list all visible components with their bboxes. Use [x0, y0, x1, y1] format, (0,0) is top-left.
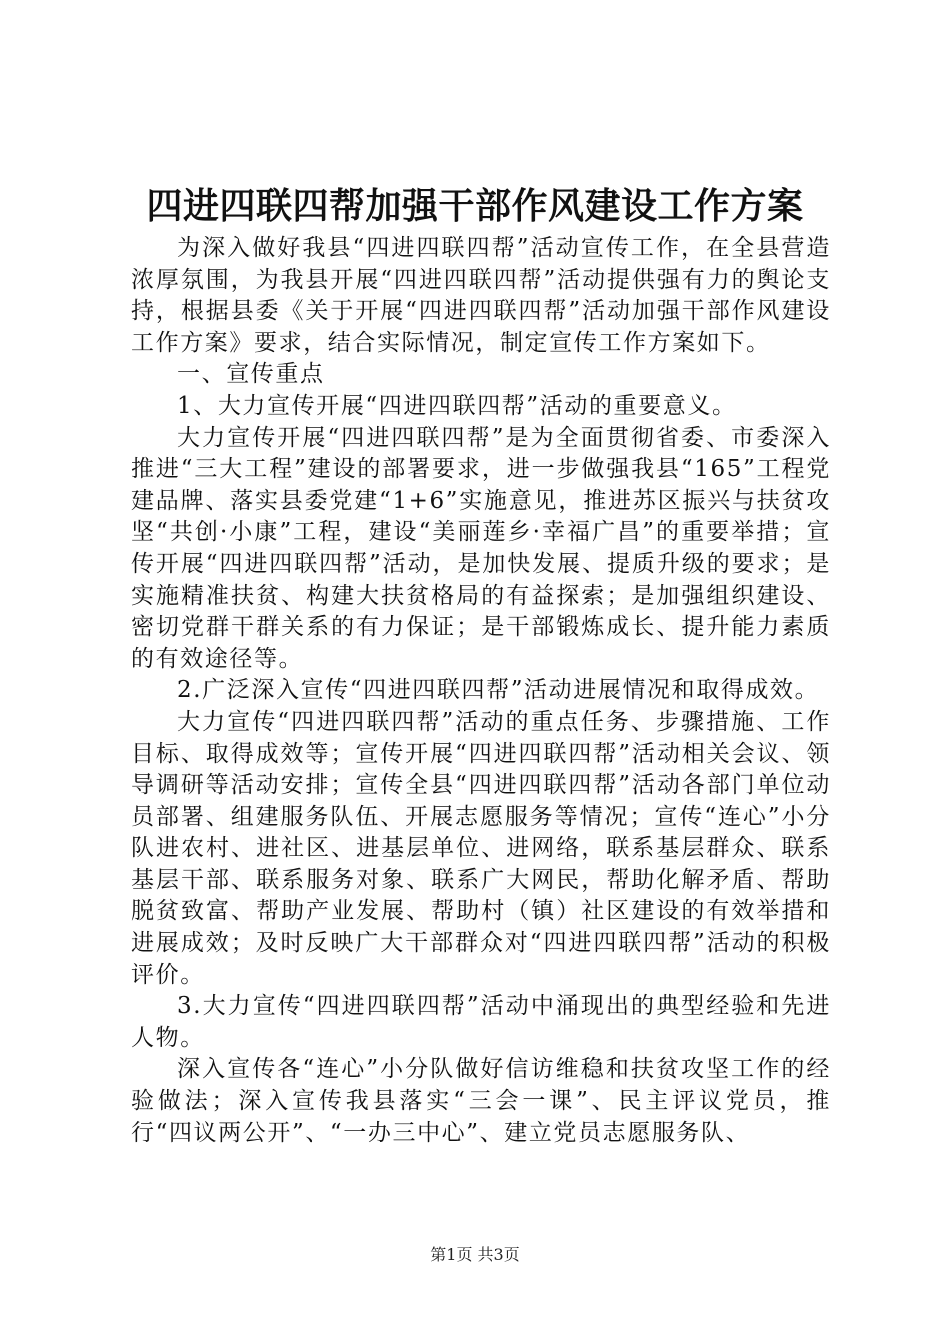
body-paragraph-1: 大力宣传开展“四进四联四帮”是为全面贯彻省委、市委深入推进“三大工程”建设的部署要求，进一步做强我县“165”工程党建品牌、落实县委党建“1+6”实施意见，推进苏区振兴与扶贫攻坚“共创·小康”工程，建设“美丽莲乡·幸福广昌”的重要举措；宣传开展“四进四联四帮”活动，是加快发展、提质升级的要求；是实施精准扶贫、构建大扶贫格局的有益探索；是加强组织建设、密切党群干群关系的有力保证；是干部锻炼成长、提升能力素质的有效途径等。 — [131, 424, 831, 672]
page-footer: 第1页 共3页 — [430, 1245, 520, 1264]
document-body — [131, 233, 831, 1149]
subheading-2: 2.广泛深入宣传“四进四联四帮”活动进展情况和取得成效。 — [177, 677, 820, 704]
subheading-3: 3.大力宣传“四进四联四帮”活动中涌现出的典型经验和先进人物。 — [131, 993, 831, 1051]
section-heading: 一、宣传重点 — [177, 361, 325, 388]
body-paragraph-3: 深入宣传各“连心”小分队做好信访维稳和扶贫攻坚工作的经验做法；深入宣传我县落实“三会一课”、民主评议党员，推行“四议两公开”、“一办三中心”、建立党员志愿服务队、 — [131, 1056, 831, 1146]
body-paragraph-2: 大力宣传“四进四联四帮”活动的重点任务、步骤措施、工作目标、取得成效等；宣传开展“四进四联四帮”活动相关会议、领导调研等活动安排；宣传全县“四进四联四帮”活动各部门单位动员部署、组建服务队伍、开展志愿服务等情况；宣传“连心”小分队进农村、进社区、进基层单位、进网络，联系基层群众、联系基层干部、联系服务对象、联系广大网民，帮助化解矛盾、帮助脱贫致富、帮助产业发展、帮助村（镇）社区建设的有效举措和进展成效；及时反映广大干部群众对“四进四联四帮”活动的积极评价。 — [131, 708, 831, 988]
document-title: 四进四联四帮加强干部作风建设工作方案 — [146, 186, 804, 227]
intro-paragraph: 为深入做好我县“四进四联四帮”活动宣传工作，在全县营造浓厚氛围，为我县开展“四进四联四帮”活动提供强有力的舆论支持，根据县委《关于开展“四进四联四帮”活动加强干部作风建设工作方案》要求，结合实际情况，制定宣传工作方案如下。 — [131, 235, 831, 356]
subheading-1: 1、大力宣传开展“四进四联四帮”活动的重要意义。 — [177, 392, 737, 419]
